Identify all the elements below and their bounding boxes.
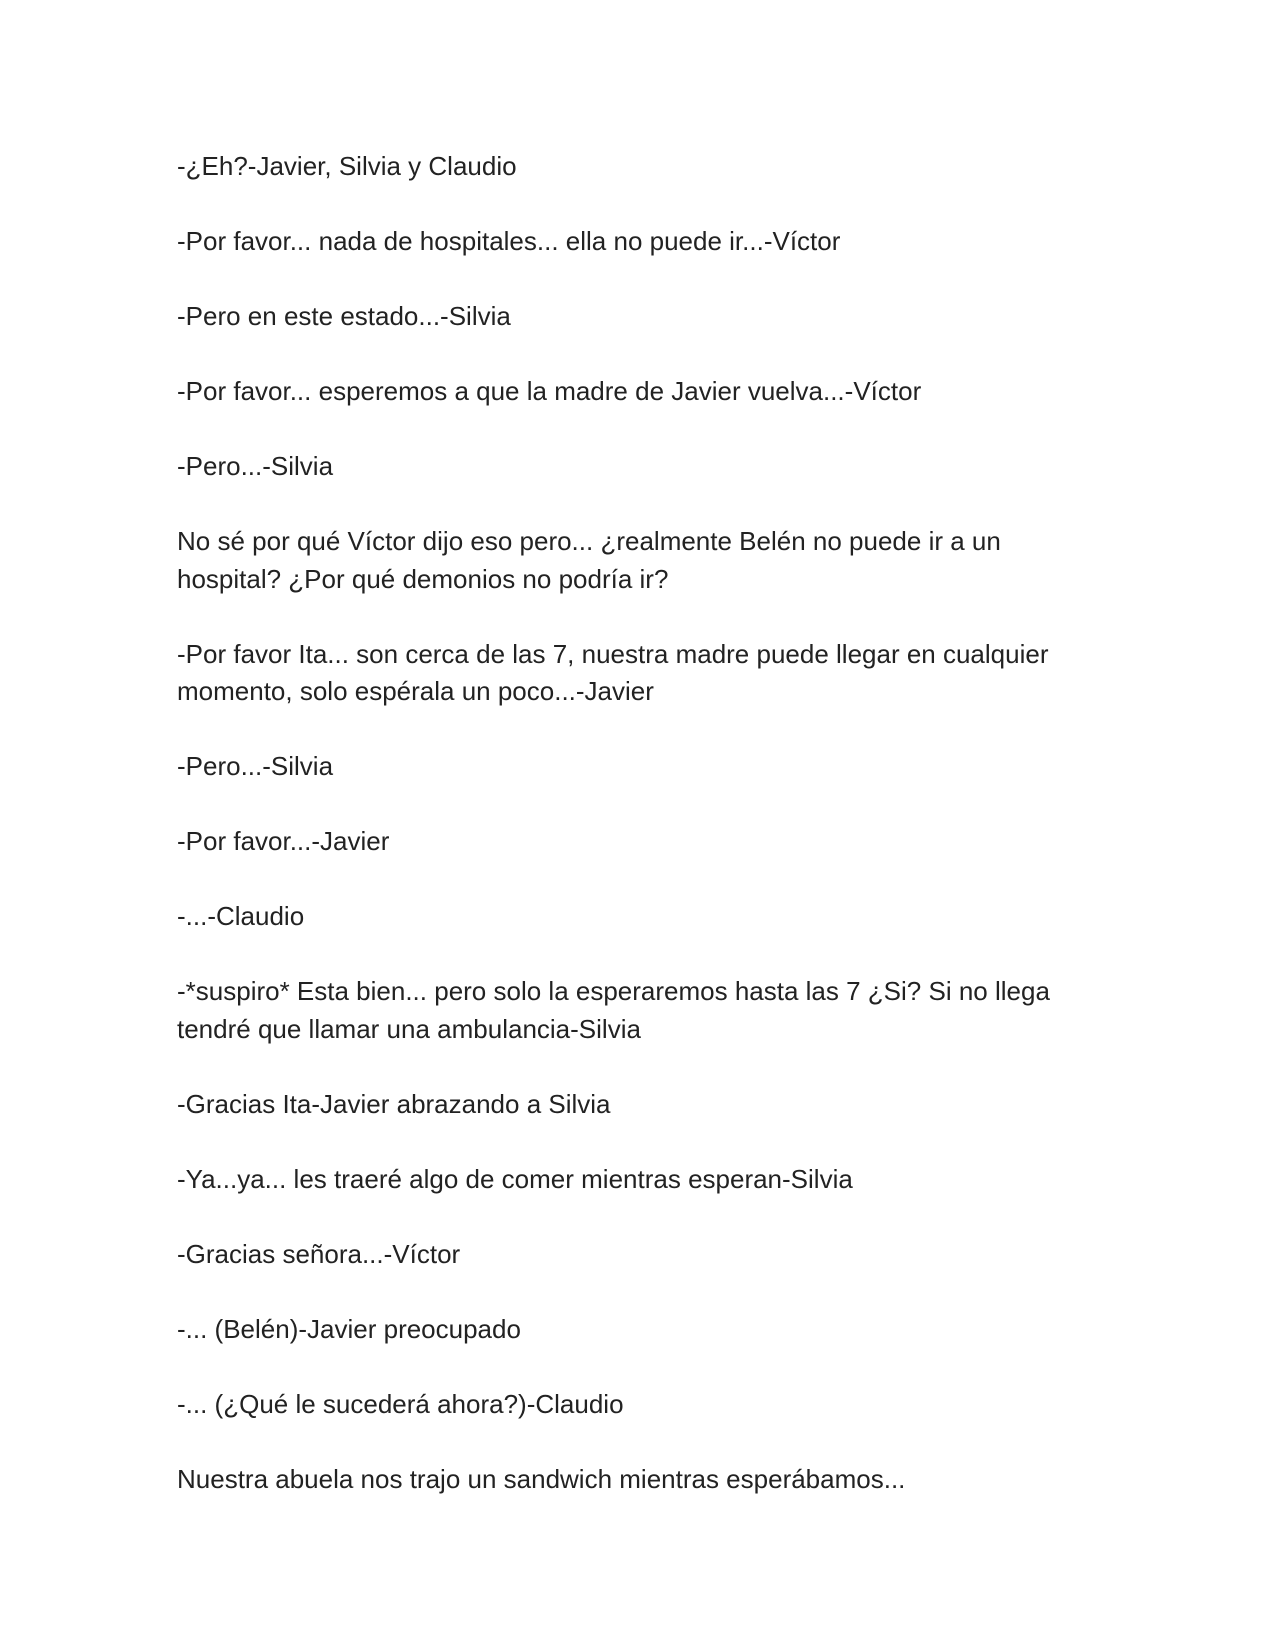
paragraph: -¿Eh?-Javier, Silvia y Claudio xyxy=(177,151,517,181)
paragraph: -...-Claudio xyxy=(177,901,305,931)
paragraph: -Por favor... nada de hospitales... ella no puede ir...-Víctor xyxy=(177,226,841,256)
paragraph: -Por favor Ita... son cerca de las 7, nuestra madre puede llegar en cualquier momento, solo espérala un poco...-Javier xyxy=(177,638,1056,706)
paragraph: -Pero en este estado...-Silvia xyxy=(177,301,511,331)
paragraph: -Pero...-Silvia xyxy=(177,751,334,781)
paragraph: -Por favor...-Javier xyxy=(177,826,390,856)
paragraph: -... (¿Qué le sucederá ahora?)-Claudio xyxy=(177,1388,624,1419)
document-body xyxy=(177,148,1097,1536)
paragraph: -*suspiro* Esta bien... pero solo la esperaremos hasta las 7 ¿Si? Si no llega tendré que llamar una ambulancia-Silvia xyxy=(177,976,1058,1044)
paragraph: -Gracias Ita-Javier abrazando a Silvia xyxy=(177,1088,611,1119)
paragraph: No sé por qué Víctor dijo eso pero... ¿realmente Belén no puede ir a un hospital? ¿Por qué demonios no podría ir? xyxy=(177,526,1009,594)
paragraph: -Gracias señora...-Víctor xyxy=(177,1238,461,1269)
paragraph: -Por favor... esperemos a que la madre de Javier vuelva...-Víctor xyxy=(177,376,922,406)
paragraph: -Pero...-Silvia xyxy=(177,451,334,481)
paragraph: -Ya...ya... les traeré algo de comer mientras esperan-Silvia xyxy=(177,1163,853,1194)
paragraph: Nuestra abuela nos trajo un sandwich mientras esperábamos... xyxy=(177,1463,906,1494)
paragraph: -... (Belén)-Javier preocupado xyxy=(177,1313,521,1344)
